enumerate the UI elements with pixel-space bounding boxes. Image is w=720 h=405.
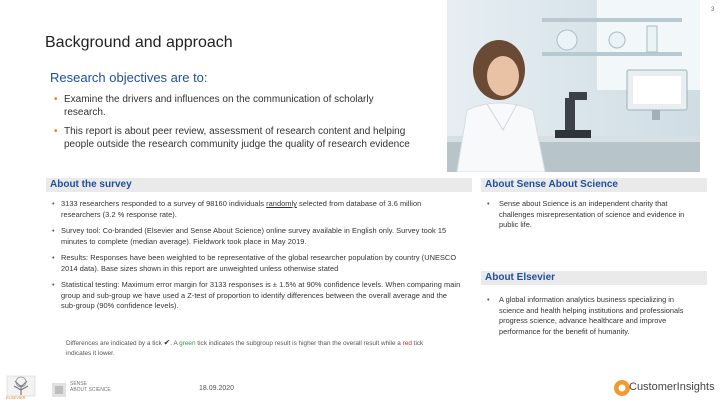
sense-list [487,199,692,231]
sense-logo-text: ABOUT SCIENCE [70,387,111,393]
note-text: . A [170,340,180,347]
objective-item: • This report is about peer review, assessment of research content and helping people outside the research community judge the quality of research evidence [54,126,414,151]
about-survey-heading: About the survey [46,178,472,192]
elsevier-list [487,295,692,337]
page-number: 3 [711,7,715,13]
page-title: Background and approach [45,34,233,51]
note-red-word: red [402,340,412,347]
sense-logo-text: SENSE [70,381,87,387]
survey-item: • Results: Responses have been weighted to be representative of the global researcher population by country (UNESCO 2014 data). Base sizes shown in this report are unweighted unless otherwise stated [52,253,462,274]
survey-item [52,199,462,220]
note-text: tick indicates it lower. [66,340,424,357]
note-green-word: green [179,340,196,347]
objectives-heading: Research objectives are to: [50,70,208,85]
about-sense-heading: About Sense About Science [481,178,707,192]
objectives-list [54,94,414,158]
survey-item-text: 3133 researchers responded to a survey of 98160 individuals [61,199,267,208]
lab-researcher-photo [447,0,700,172]
note-text: tick indicates the subgroup result is higher than the overall result while a [195,340,403,347]
survey-item-emphasis: randomly [266,199,297,208]
sense-item: • Sense about Science is an independent charity that challenges misrepresentation of science and evidence in public life. [487,199,692,231]
survey-list [52,199,462,318]
about-elsevier-heading: About Elsevier [481,271,707,285]
elsevier-item: • A global information analytics business specializing in science and health helping institutions and professionals progress science, advance healthcare and improve performance for the benefit of humanity. [487,295,692,337]
objective-item: • Examine the drivers and influences on the communication of scholarly research. [54,94,414,119]
survey-item-text: selected from database of 3.6 million researchers (3.2 % response rate). [61,199,422,219]
survey-item: • Survey tool: Co-branded (Elsevier and Sense About Science) online survey available in English only. Survey took 15 minutes to complete (median average). Fieldwork took place in May 2019. [52,226,462,247]
tick-icon: ✔ [163,338,171,347]
footer-date: 18.09.2020 [199,385,235,392]
tick-note [66,338,426,358]
customer-insights-logo-text: CustomerInsights [629,381,715,393]
elsevier-logo-text: ELSEVIER [6,395,26,400]
survey-item: • Statistical testing: Maximum error margin for 3133 responses is ± 1.5% at 90% confidence levels. When comparing main group and sub-group we have used a Z-test of proportion to identify differences between the overall average and the sub-group (90% confidence levels). [52,280,462,312]
note-text: Differences are indicated by a tick [66,340,164,347]
